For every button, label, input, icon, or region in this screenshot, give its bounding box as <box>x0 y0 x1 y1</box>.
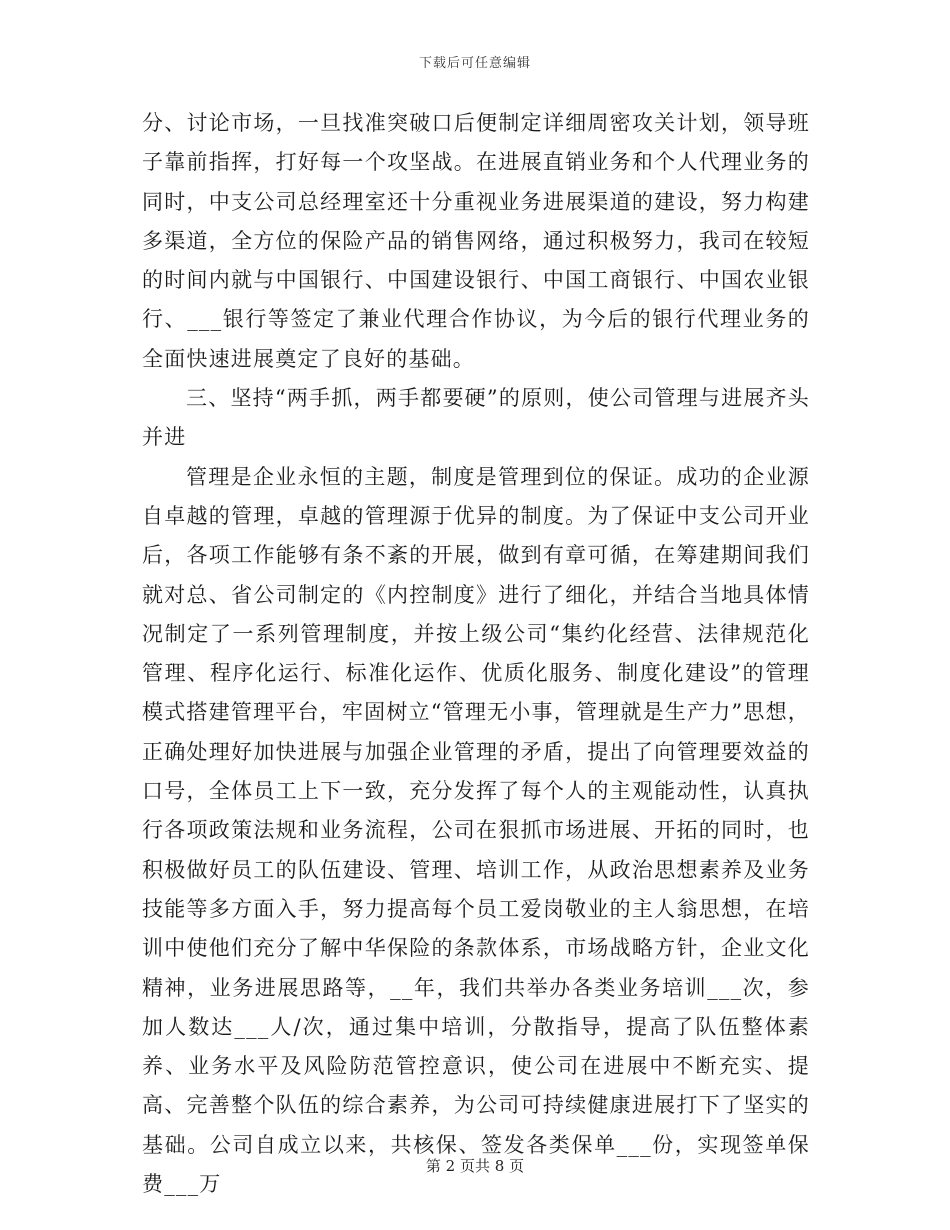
page-header: 下载后可任意编辑 <box>418 56 531 71</box>
section-heading: 三、坚持“两手抓，两手都要硬”的原则，使公司管理与进展齐头并进 <box>142 386 810 450</box>
paragraph-continuation: 分、讨论市场，一旦找准突破口后便制定详细周密攻关计划，领导班子靠前指挥，打好每一个攻坚战。在进展直销业务和个人代理业务的同时，中支公司总经理室还十分重视业务进展渠道的建设，努力构建多渠道，全方位的保险产品的销售网络，通过积极努力，我司在较短的时间内就与中国银行、中国建设银行、中国工商银行、中国农业银行、___银行等签定了兼业代理合作协议，为今后的银行代理业务的全面快速进展奠定了良好的基础。 <box>142 111 810 371</box>
document-body <box>142 104 810 1204</box>
paragraph-management: 管理是企业永恒的主题，制度是管理到位的保证。成功的企业源自卓越的管理，卓越的管理源于优异的制度。为了保证中支公司开业后，各项工作能够有条不紊的开展，做到有章可循，在筹建期间我们就对总、省公司制定的《内控制度》进行了细化，并结合当地具体情况制定了一系列管理制度，并按上级公司“集约化经营、法律规范化管理、程序化运行、标准化运作、优质化服务、制度化建设”的管理模式搭建管理平台，牢固树立“管理无小事，管理就是生产力”思想，正确处理好加快进展与加强企业管理的矛盾，提出了向管理要效益的口号，全体员工上下一致，充分发挥了每个人的主观能动性，认真执行各项政策法规和业务流程，公司在狠抓市场进展、开拓的同时，也积极做好员工的队伍建设、管理、培训工作，从政治思想素养及业务技能等多方面入手，努力提高每个员工爱岗敬业的主人翁思想，在培训中使他们充分了解中华保险的条款体系，市场战略方针，企业文化精神，业务进展思路等，__年，我们共举办各类业务培训___次，参加人数达___人/次，通过集中培训，分散指导，提高了队伍整体素养、业务水平及风险防范管控意识，使公司在进展中不断充实、提高、完善整个队伍的综合素养，为公司可持续健康进展打下了坚实的基础。公司自成立以来，共核保、签发各类保单___份，实现签单保费___万 <box>142 464 810 1197</box>
page-number: 第 2 页共 8 页 <box>425 1157 525 1175</box>
